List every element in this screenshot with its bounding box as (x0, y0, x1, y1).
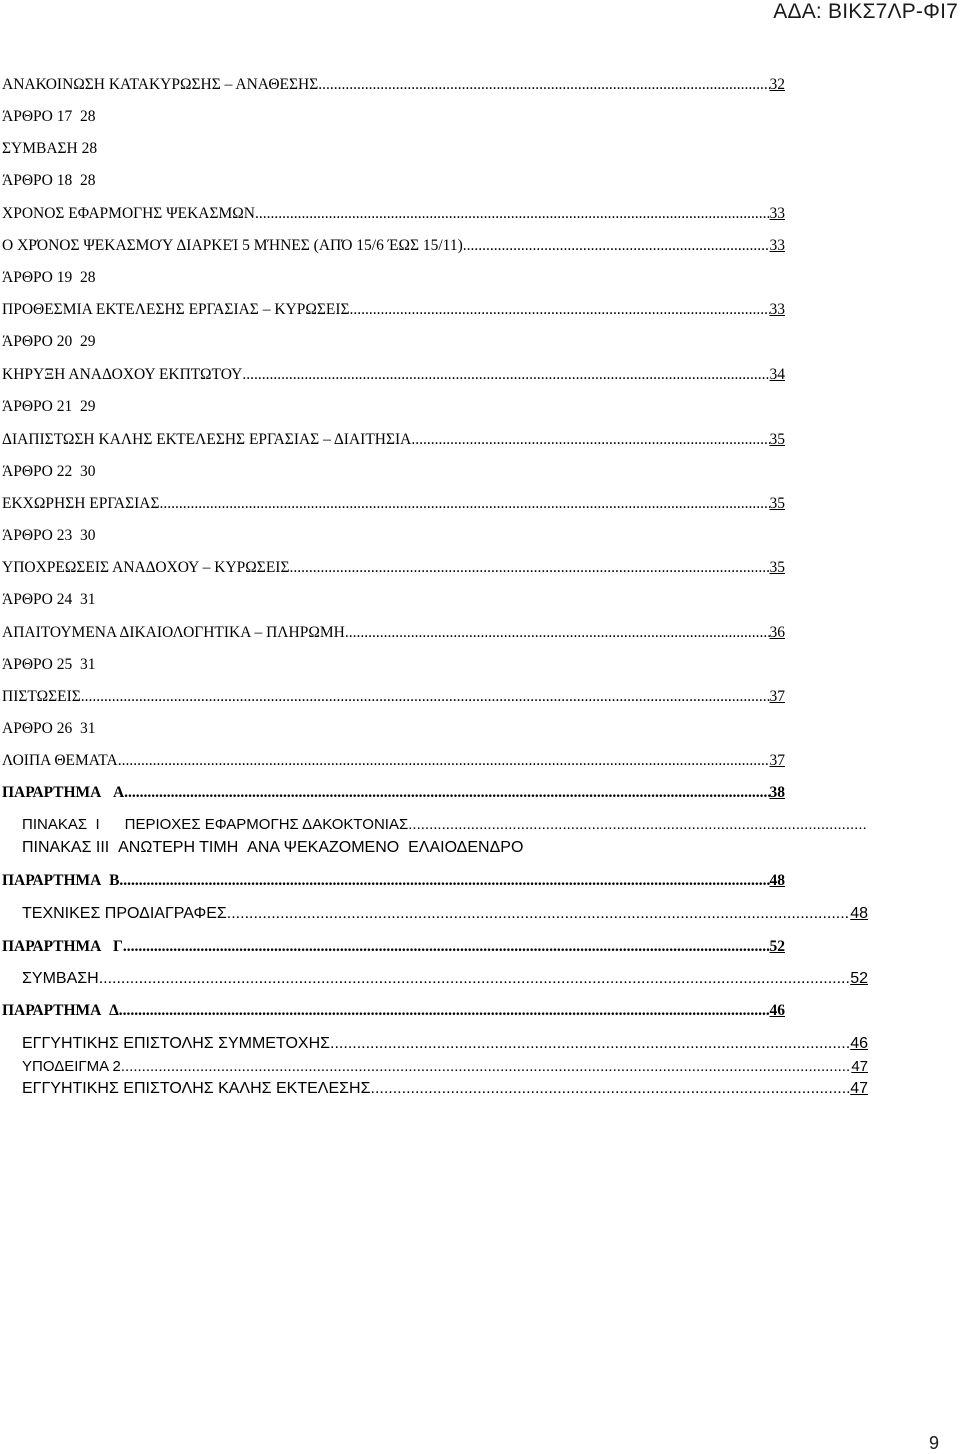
toc-entry-article[interactable] (2, 139, 97, 159)
toc-entry-article[interactable] (2, 107, 95, 127)
toc-entry-title: ΆΡΘΡΟ 21 29 (2, 398, 96, 415)
toc-entry-title: ΚΗΡΥΞΗ ΑΝΑΔΟΧΟΥ ΕΚΠΤΩΤΟΥ (2, 366, 243, 383)
toc-leader-dots (318, 75, 769, 95)
toc-leader-dots (350, 300, 770, 320)
toc-entry[interactable] (2, 687, 785, 707)
toc-entry-title: ΆΡΘΡΟ 20 29 (2, 333, 96, 350)
toc-entry-sub[interactable] (22, 969, 868, 989)
toc-leader-dots (255, 204, 770, 224)
toc-entry-title: ΛΟΙΠΑ ΘΕΜΑΤΑ (2, 752, 118, 769)
toc-page-link[interactable]: 48 (850, 905, 868, 922)
toc-leader-dots (81, 687, 770, 707)
toc-page-link[interactable]: 37 (769, 688, 785, 705)
toc-page-link[interactable]: 37 (769, 752, 785, 769)
toc-entry-title: ΠΑΡΑΡΤΗΜΑ Β (2, 872, 120, 889)
toc-entry-title: ΔΙΑΠΙΣΤΩΣΗ ΚΑΛΗΣ ΕΚΤΕΛΕΣΗΣ ΕΡΓΑΣΙΑΣ – ΔΙΑΙΤΗΣΙΑ (2, 431, 412, 448)
toc-leader-dots (411, 430, 769, 450)
toc-entry-sub[interactable] (22, 1057, 868, 1077)
toc-leader-dots (242, 365, 769, 385)
toc-leader-dots (345, 623, 770, 643)
toc-page-link[interactable]: 35 (769, 495, 785, 512)
toc-leader-dots (118, 751, 770, 771)
toc-entry-title: ΥΠΟΧΡΕΩΣΕΙΣ ΑΝΑΔΟΧΟΥ – ΚΥΡΩΣΕΙΣ (2, 559, 290, 576)
toc-entry-title: ΕΚΧΩΡΗΣΗ ΕΡΓΑΣΙΑΣ (2, 495, 160, 512)
toc-entry-title: ΠΙΝΑΚΑΣ ΙΙΙ ΑΝΩΤΕΡΗ ΤΙΜΗ ΑΝΑ ΨΕΚΑΖΟΜΕΝΟ ΕΛΑΙΟΔΕΝΔΡΟ (22, 839, 524, 856)
toc-entry[interactable] (2, 365, 785, 385)
toc-entry[interactable] (2, 751, 785, 771)
toc-entry-sub[interactable] (22, 815, 868, 835)
toc-entry-sub[interactable] (22, 1079, 868, 1099)
toc-entry-appendix[interactable] (2, 783, 785, 803)
toc-entry-title: ΆΡΘΡΟ 24 31 (2, 591, 96, 608)
ada-code: ΑΔΑ: ΒΙΚΣ7ΛΡ-ΦΙ7 (773, 0, 958, 23)
toc-entry-title: ΠΡΟΘΕΣΜΙΑ ΕΚΤΕΛΕΣΗΣ ΕΡΓΑΣΙΑΣ – ΚΥΡΩΣΕΙΣ (2, 301, 350, 318)
toc-page-link[interactable]: 33 (769, 205, 785, 222)
toc-entry-appendix[interactable] (2, 937, 785, 957)
toc-entry-article[interactable] (2, 171, 95, 191)
toc-entry-article[interactable] (2, 332, 95, 352)
toc-entry-title: ΠΙΣΤΩΣΕΙΣ (2, 688, 81, 705)
toc-entry[interactable] (2, 430, 785, 450)
toc-page-link[interactable]: 47 (850, 1080, 868, 1097)
toc-entry-sub[interactable] (22, 904, 868, 924)
toc-entry-title: ΠΑΡΑΡΤΗΜΑ Δ (2, 1002, 119, 1019)
toc-entry-title: ΆΡΘΡΟ 18 28 (2, 172, 96, 189)
toc-page-link[interactable]: 35 (769, 559, 785, 576)
toc-entry[interactable] (2, 204, 785, 224)
toc-leader-dots (121, 1057, 851, 1077)
toc-page-link[interactable]: 32 (769, 76, 785, 93)
toc-entry-title: ΕΓΓΥΗΤΙΚΗΣ ΕΠΙΣΤΟΛΗΣ ΚΑΛΗΣ ΕΚΤΕΛΕΣΗΣ (22, 1080, 371, 1097)
toc-entry-title: ΤΕΧΝΙΚΕΣ ΠΡΟΔΙΑΓΡΑΦΕΣ (22, 905, 227, 922)
toc-entry[interactable] (2, 494, 785, 514)
toc-leader-dots (371, 1079, 851, 1099)
toc-entry-sub[interactable] (22, 1034, 868, 1054)
toc-entry-title: ΆΡΘΡΟ 17 28 (2, 108, 96, 125)
toc-entry-title: ΠΙΝΑΚΑΣ Ι ΠΕΡΙΟΧΕΣ ΕΦΑΡΜΟΓΗΣ ΔΑΚΟΚΤΟΝΙΑΣ (22, 816, 409, 833)
toc-entry-article[interactable] (2, 526, 95, 546)
toc-entry-appendix[interactable] (2, 1001, 785, 1021)
toc-entry-title: ΑΝΑΚΟΙΝΩΣΗ ΚΑΤΑΚΥΡΩΣΗΣ – ΑΝΑΘΕΣΗΣ (2, 76, 319, 93)
toc-leader-dots (160, 494, 770, 514)
toc-leader-dots (99, 969, 851, 989)
toc-entry-title: ΕΓΓΥΗΤΙΚΗΣ ΕΠΙΣΤΟΛΗΣ ΣΥΜΜΕΤΟΧΗΣ (22, 1035, 331, 1052)
toc-entry-title: ΑΠΑΙΤΟΥΜΕΝΑ ΔΙΚΑΙΟΛΟΓΗΤΙΚΑ – ΠΛΗΡΩΜΗ (2, 624, 345, 641)
toc-page-link[interactable]: 36 (769, 624, 785, 641)
toc-leader-dots (408, 815, 868, 835)
toc-entry-appendix[interactable] (2, 871, 785, 891)
toc-leader-dots (124, 783, 769, 803)
toc-entry-article[interactable] (2, 462, 95, 482)
toc-entry-title: ΧΡΟΝΟΣ ΕΦΑΡΜΟΓΗΣ ΨΕΚΑΣΜΩΝ (2, 205, 255, 222)
toc-page-link[interactable]: 34 (769, 366, 785, 383)
page-number: 9 (929, 1433, 940, 1453)
toc-entry-title: ΠΑΡΑΡΤΗΜΑ Α (2, 784, 125, 801)
toc-entry-title: ΥΠΟΔΕΙΓΜΑ 2 (22, 1058, 121, 1075)
toc-entry-title: ΆΡΘΡΟ 22 30 (2, 463, 96, 480)
toc-entry-title: Ο ΧΡΌΝΟΣ ΨΕΚΑΣΜΟΎ ΔΙΑΡΚΕΊ 5 ΜΉΝΕΣ (ΑΠΌ 15/6 ΈΩΣ 15/11). (2, 237, 467, 254)
toc-leader-dots (119, 1001, 770, 1021)
toc-leader-dots (123, 937, 770, 957)
toc-leader-dots (227, 904, 850, 924)
toc-entry-article[interactable] (2, 719, 95, 739)
toc-entry-title: ΠΑΡΑΡΤΗΜΑ Γ (2, 938, 123, 955)
toc-page-link[interactable]: 46 (850, 1035, 868, 1052)
toc-leader-dots (289, 558, 769, 578)
toc-page-link[interactable]: 38 (769, 784, 785, 801)
toc-entry[interactable] (2, 623, 785, 643)
toc-entry-article[interactable] (2, 397, 95, 417)
toc-entry-article[interactable] (2, 590, 95, 610)
toc-entry-title: ΆΡΘΡΟ 25 31 (2, 656, 96, 673)
toc-entry-title: ΣΥΜΒΑΣΗ 28 (2, 140, 98, 157)
toc-entry[interactable] (2, 300, 785, 320)
toc-entry-sub[interactable] (22, 838, 523, 858)
toc-leader-dots (467, 236, 770, 256)
toc-leader-dots (330, 1034, 850, 1054)
toc-page-link[interactable]: 48 (769, 872, 785, 889)
toc-page-link[interactable]: 47 (851, 1058, 868, 1075)
toc-entry-title: ΆΡΘΡΟ 19 28 (2, 269, 96, 286)
toc-entry-title: ΣΥΜΒΑΣΗ (22, 970, 99, 987)
toc-page-link[interactable]: 52 (850, 970, 868, 987)
toc-entry-article[interactable] (2, 655, 95, 675)
toc-entry-article[interactable] (2, 268, 95, 288)
toc-page-link[interactable]: 35 (769, 431, 785, 448)
toc-entry-title: ΑΡΘΡΟ 26 31 (2, 720, 96, 737)
toc-entry-title: ΆΡΘΡΟ 23 30 (2, 527, 96, 544)
toc-entry[interactable] (2, 558, 785, 578)
toc-entry[interactable] (2, 236, 785, 256)
toc-leader-dots (119, 871, 769, 891)
toc-entry[interactable] (2, 75, 785, 95)
toc-page-link[interactable]: 46 (769, 1002, 785, 1019)
toc-page-link[interactable]: 33 (769, 237, 785, 254)
toc-page-link[interactable]: 33 (769, 301, 785, 318)
toc-page-link[interactable]: 52 (769, 938, 785, 955)
